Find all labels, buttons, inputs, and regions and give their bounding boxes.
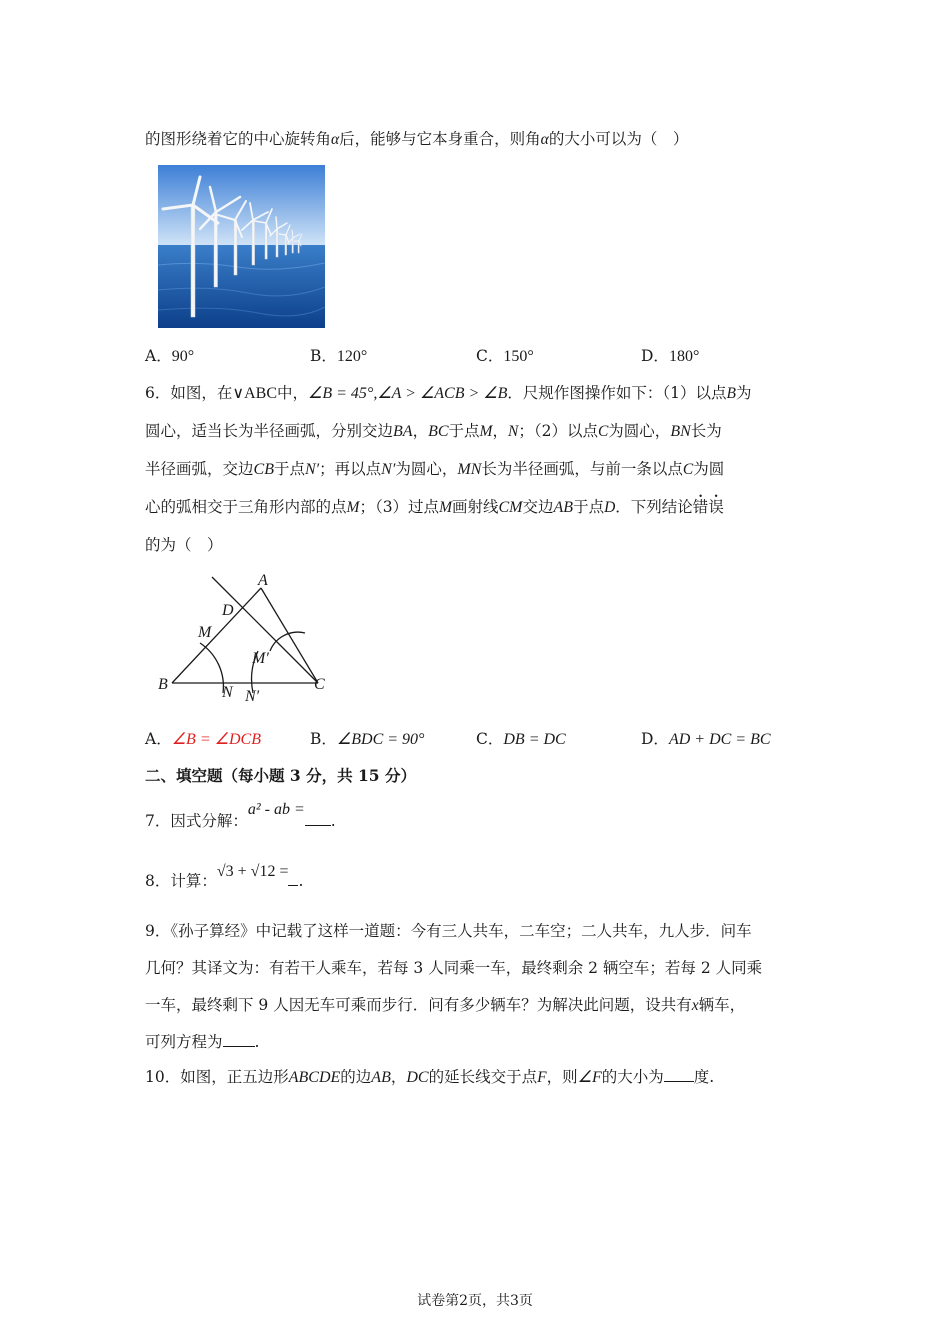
point-m: M — [346, 499, 360, 516]
point-m: M — [439, 499, 452, 516]
wind-turbine-photo — [158, 165, 325, 328]
q6-option-d[interactable] — [641, 728, 771, 751]
option-value: 180° — [668, 348, 700, 365]
q5-text-b: 后，能够与它本身重合，则角 — [339, 130, 541, 148]
q9-line-4 — [145, 1031, 259, 1053]
option-label: D． — [641, 347, 669, 365]
angle-f: ∠F — [577, 1069, 602, 1086]
label-n: N — [222, 684, 233, 701]
point-n-prime: N′ — [304, 461, 320, 478]
pentagon-abcde: ABCDE — [288, 1069, 341, 1086]
option-value: ∠B = ∠DCB — [171, 731, 261, 748]
option-value: 90° — [171, 348, 195, 365]
option-label: C． — [476, 730, 504, 748]
q5-option-b[interactable] — [310, 345, 367, 368]
text: 的边 — [340, 1068, 372, 1086]
label-m: M — [198, 624, 212, 641]
q5-option-a[interactable] — [145, 345, 194, 368]
triangle-construction-figure — [150, 565, 340, 705]
text: 于点 — [573, 498, 605, 516]
point-n-prime-2: N′ — [381, 461, 396, 478]
side-ab: AB — [371, 1069, 391, 1086]
q9-line-2: 几何？其译文为：有若干人乘车，若每 3 人同乘一车，最终剩余 2 辆空车；若每 2 人同乘 — [145, 959, 763, 977]
side-dc: DC — [406, 1069, 429, 1086]
text: 可列方程为 — [145, 1033, 223, 1051]
text: 中， — [276, 384, 308, 402]
page-footer: 试卷第2页，共3页 — [417, 1293, 533, 1309]
text: 为 — [736, 384, 752, 402]
q5-text-a: 的图形绕着它的中心旋转角 — [145, 130, 332, 148]
label-n-prime: N′ — [245, 688, 260, 705]
point-c: C — [597, 423, 609, 440]
text: 交边 — [522, 498, 554, 516]
label-d: D — [222, 602, 234, 619]
option-value: 150° — [503, 348, 534, 365]
alpha-symbol-2: α — [540, 131, 549, 148]
answer-blank[interactable] — [305, 811, 331, 826]
text: 辆车， — [698, 996, 746, 1014]
text: 的大小为 — [601, 1068, 664, 1086]
q8-expression: √3 + √12 = — [216, 863, 289, 880]
label-m-prime: M′ — [252, 650, 269, 667]
segment-bn: BN — [670, 423, 691, 440]
text: ．尺规作图操作如下：（1）以点 — [507, 384, 727, 402]
q6-line-5: 的为（ ） — [145, 536, 223, 554]
q9-line-1: 9．《孙子算经》中记载了这样一道题：今有三人共车，二车空；二人共车，九人步．问车 — [145, 922, 752, 940]
option-label: D． — [641, 730, 669, 748]
option-value: DB = DC — [503, 731, 566, 748]
angle-condition: ∠B = 45°,∠A > ∠ACB > ∠B — [308, 385, 508, 402]
text: 于点 — [273, 460, 305, 478]
q6-line-2 — [145, 420, 722, 443]
option-label: B． — [310, 730, 337, 748]
side-cb: CB — [253, 461, 274, 478]
answer-blank[interactable] — [288, 871, 298, 886]
text: 半径画弧，交边 — [145, 460, 254, 478]
text: ．下列结论 — [615, 498, 693, 516]
text: 7．因式分解： — [145, 812, 248, 830]
option-label: C． — [476, 347, 504, 365]
point-b: B — [726, 385, 737, 402]
q8 — [145, 863, 304, 893]
text: ， — [492, 422, 508, 440]
q5-option-d[interactable] — [641, 345, 699, 368]
variable-x: x — [691, 997, 699, 1014]
option-value: 120° — [336, 348, 368, 365]
q6-line-1 — [145, 382, 752, 405]
q5-stem — [145, 128, 688, 151]
point-n: N — [507, 423, 519, 440]
text: 8．计算： — [145, 872, 217, 890]
ray-cm-line — [212, 577, 318, 683]
text: 画射线 — [451, 498, 499, 516]
side-ac-line — [261, 588, 318, 683]
emphasis-char: 错 — [692, 498, 709, 516]
text: . — [330, 812, 336, 830]
segment-mn: MN — [457, 461, 482, 478]
q9-line-3 — [145, 994, 745, 1017]
point-c: C — [682, 461, 694, 478]
text: 的延长线交于点 — [428, 1068, 538, 1086]
label-c: C — [314, 676, 325, 693]
text: 度. — [693, 1068, 715, 1086]
alpha-symbol: α — [331, 131, 340, 148]
text: ， — [390, 1068, 407, 1086]
q6-option-a[interactable] — [145, 728, 261, 751]
q6-line-4 — [145, 496, 724, 519]
q5-option-c[interactable] — [476, 345, 534, 368]
text: ，则 — [546, 1068, 578, 1086]
emphasis-char: 误 — [708, 498, 724, 516]
option-label: A． — [145, 730, 172, 748]
q5-text-c: 的大小可以为（ ） — [548, 130, 689, 148]
option-value: AD + DC = BC — [668, 731, 771, 748]
text: 10．如图，正五边形 — [145, 1068, 289, 1086]
text: 为圆心， — [395, 460, 458, 478]
label-b: B — [158, 676, 168, 693]
text: ， — [412, 422, 429, 440]
text: 心的弧相交于三角形内部的点 — [145, 498, 347, 516]
text: 为圆 — [693, 460, 725, 478]
q6-line-3 — [145, 458, 724, 481]
point-d: D — [604, 499, 616, 516]
text: 为圆心， — [608, 422, 671, 440]
text: . — [254, 1033, 260, 1051]
arc-b — [200, 643, 223, 693]
arc-n-prime — [270, 632, 305, 651]
text: ；（3）过点 — [359, 498, 440, 516]
answer-blank[interactable] — [223, 1032, 255, 1047]
side-ba-line — [172, 588, 261, 683]
side-bc: BC — [428, 423, 449, 440]
text: . — [298, 872, 304, 890]
side-ab: AB — [553, 499, 574, 516]
text: 于点 — [448, 422, 480, 440]
text: 长为 — [690, 422, 722, 440]
option-label: A． — [145, 347, 172, 365]
text: 一车，最终剩下 9 人因无车可乘而步行．问有多少辆车？为解决此问题，设共有 — [145, 996, 692, 1014]
q7 — [145, 801, 336, 833]
text: 长为半径画弧，与前一条以点 — [481, 460, 683, 478]
option-value: ∠BDC = 90° — [336, 731, 425, 748]
point-m: M — [479, 423, 493, 440]
option-label: B． — [310, 347, 337, 365]
q6-option-b[interactable] — [310, 728, 424, 751]
point-f: F — [537, 1069, 547, 1086]
text: 圆心，适当长为半径画弧，分别交边 — [145, 422, 394, 440]
q6-option-c[interactable] — [476, 728, 566, 751]
triangle-abc: ∨ABC — [232, 385, 277, 402]
text: ；（2）以点 — [518, 422, 598, 440]
section-title: 二、填空题（每小题 3 分，共 15 分） — [145, 766, 416, 785]
q10 — [145, 1066, 714, 1089]
ray-cm: CM — [498, 499, 523, 516]
text: ；再以点 — [319, 460, 382, 478]
answer-blank[interactable] — [664, 1067, 694, 1082]
label-a: A — [258, 572, 268, 589]
side-ba: BA — [393, 423, 413, 440]
q7-expression: a² - ab = — [247, 801, 305, 818]
text: 6．如图，在 — [145, 384, 233, 402]
